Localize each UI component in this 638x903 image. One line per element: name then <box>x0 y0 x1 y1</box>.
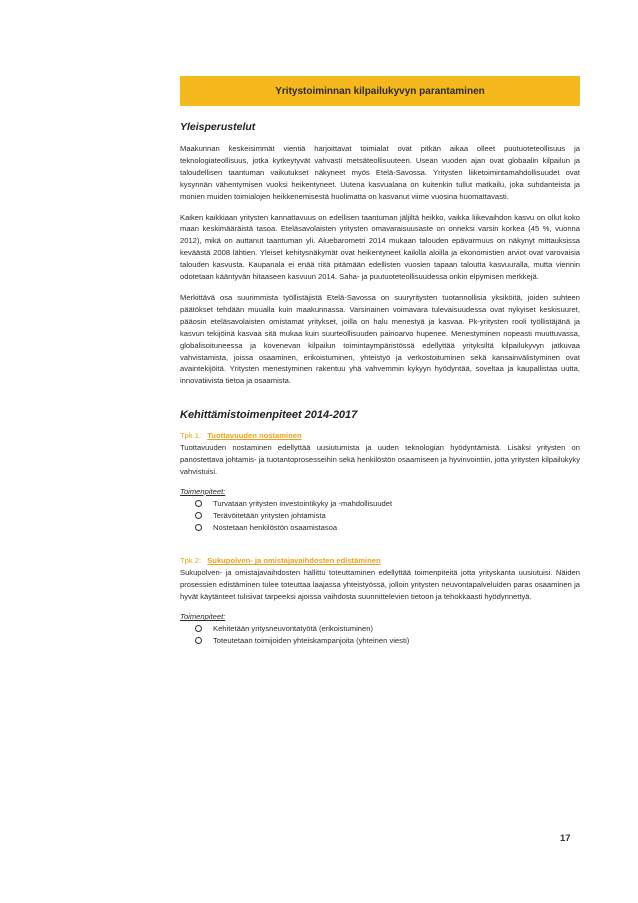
tpk1-number: Tpk 1: <box>180 431 202 441</box>
circle-bullet-icon <box>195 500 202 507</box>
tpk2-measures-label: Toimenpiteet: <box>180 612 226 622</box>
tpk1-heading <box>180 430 580 442</box>
general-paragraph-1: Maakunnan keskeisimmät vientiä harjoittavat toimialat ovat pitkän aikaa olleet puutuoteteollisuus ja teknologiateollisuus, jotka kytkeytyvät vahvasti metsäteollisuuteen. Usean vuoden ajan ovat globaalin kilpailun ja taloudellisen taantuman vaikutukset näkyneet myös Etelä-Savossa. Yritysten liiketoimintamahdollisuudet ovat kysynnän vähentymisen vuoksi heikentyneet. Uutena kasvualana on kuitenkin tullut matkailu, joka suhdanteista ja monien muiden toimialojen heikkenemisestä huolimatta on kasvanut viime vuosina huomattavasti. <box>180 144 580 201</box>
circle-bullet-icon <box>195 625 202 632</box>
section-banner <box>180 76 580 106</box>
tpk1-measures-list <box>180 498 580 534</box>
page-number: 17 <box>560 833 571 844</box>
tpk2-measures-list <box>180 623 580 647</box>
general-heading: Yleisperustelut <box>180 121 256 133</box>
list-item: Kehitetään yritysneuvontatyötä (erikoistuminen) <box>195 623 580 635</box>
circle-bullet-icon <box>195 637 202 644</box>
list-item: Toteutetaan toimijoiden yhteiskampanjoita (yhteinen viesti) <box>195 635 580 647</box>
tpk2-block <box>180 555 580 646</box>
tpk2-heading <box>180 555 580 567</box>
list-item: Nostetaan henkilöstön osaamistasoa <box>195 522 580 534</box>
general-paragraph-2: Kaiken kaikkiaan yritysten kannattavuus on edellisen taantuman jäljiltä heikko, vaikka liikevaihdon kasvu on ollut koko maan keskimääräistä tasoa. Eteläsavolaisten yritysten omavaraisuusaste on onneksi varsin korkea (45 %, vuonna 2012), mikä on auttanut taantuman yli. Aluebarometri 2014 mukaan talouden epävarmuus on näkynyt mittauksissa keväästä 2008 lähtien. Yleiset kehitysnäkymät ovat heikentyneet kaikilla aloilla ja ekonomistien arviot ovat varovaisia talouden kasvusta. Kaupanala ei enää riitä pitämään edellisten vuosien tapaan taloutta kasvuuralla, mutta viennin odotetaan kääntyvän hitaaseen kasvuun 2014. Saha- ja puutuoteteollisuudessa onkin elpymisen merkkejä. <box>180 212 580 282</box>
page-content <box>180 121 580 647</box>
general-paragraph-3: Merkittävä osa suurimmista työllistäjistä Etelä-Savossa on suuryritysten tuotannollisia yksiköitä, joiden suhteen päätökset tehdään muualla kuin maakunnassa. Varsinainen voimavara tulevaisuudessa ovat nykyiset keskisuuret, pääosin eteläsavolaisten omistamat yritykset, joilla on halu menestyä ja kasvaa. Pk-yritysten rooli työllistäjänä ja kasvun tekijöinä kasvaa sitä mukaa kuin suurteollisuuden painoarvo hupenee. Menestyminen nopeasti muuttuvassa, globalisoituneessa ja kovenevan kilpailun toimintaympäristössä edellyttää yrityksiltä kilpailukyvyn jatkuvaa vahvistamista, joissa osaaminen, erikoistuminen, yhteistyö ja verkostoituminen sekä kansainvälistyminen ovat avaintekijöitä. Yritysten menestyminen rakentuu yhä vahvemmin kykyyn hyödyntää, soveltaa ja kaupallistaa uutta, innovatiivista tietoa ja osaamista. <box>180 292 580 386</box>
tpk1-block <box>180 430 580 533</box>
circle-bullet-icon <box>195 524 202 531</box>
circle-bullet-icon <box>195 512 202 519</box>
list-item: Turvataan yritysten investointikyky ja -mahdollisuudet <box>195 498 580 510</box>
tpk1-measures-label: Toimenpiteet: <box>180 486 226 496</box>
tpk2-text: Sukupolven- ja omistajavaihdosten hallittu toteuttaminen edellyttää toimenpiteitä jotta yrityskanta uusiutuisi. Näiden prosessien edistäminen tulee toteuttaa laajassa yhteistyössä, jolloin yritysten neuvontapalveluiden paras osaaminen ja hyvät käytänteet tulisivat tarpeeksi ajoissa vaihdosta suunnittelevien tietoon ja tehokkaasti hyödynnettyä. <box>180 568 580 602</box>
tpk1-text: Tuottavuuden nostaminen edellyttää uusiutumista ja uuden teknologian hyödyntämistä. Lisäksi yritysten on panostettava johtamis- ja tuotantoprosesseihin sekä henkilöstön osaamiseen ja hyvinvointiin, jotta yritysten kilpailukyky vahvistuisi. <box>180 443 580 476</box>
measures-heading: Kehittämistoimenpiteet 2014-2017 <box>180 409 358 422</box>
banner-title: Yritystoiminnan kilpailukyvyn parantaminen <box>275 85 485 97</box>
list-item: Terävöitetään yritysten johtamista <box>195 510 580 522</box>
tpk2-title: Sukupolven- ja omistajavaihdosten edistäminen <box>207 556 381 566</box>
tpk2-number: Tpk 2: <box>180 556 202 566</box>
tpk1-title: Tuottavuuden nostaminen <box>207 431 302 441</box>
